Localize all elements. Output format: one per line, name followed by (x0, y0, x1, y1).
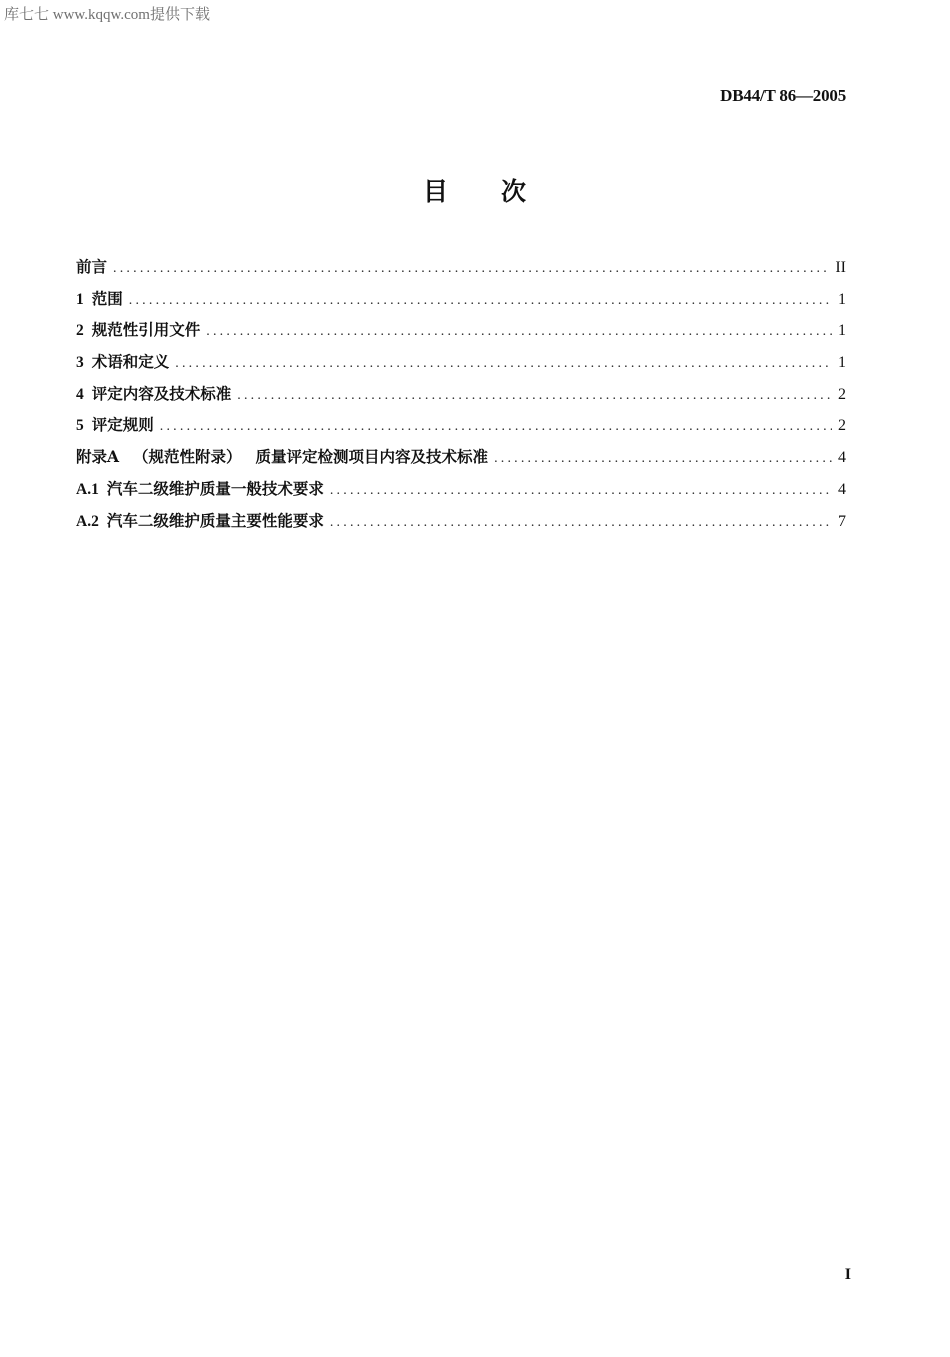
toc-leader-dots (330, 483, 832, 499)
toc-leader-dots (113, 261, 829, 277)
toc-entry-page: II (835, 259, 846, 276)
toc-entry-label: A.2 汽车二级维护质量主要性能要求 (76, 510, 324, 530)
toc-entry-evaluation-rules[interactable] (76, 413, 846, 445)
table-of-contents (76, 255, 846, 540)
toc-entry-label: 5 评定规则 (76, 415, 154, 435)
watermark-text: 库七七 www.kqqw.com提供下载 (4, 7, 210, 23)
toc-entry-evaluation-content[interactable] (76, 382, 846, 414)
toc-leader-dots (206, 324, 832, 340)
toc-entry-page: 2 (838, 385, 846, 403)
toc-leader-dots (160, 419, 832, 435)
toc-entry-label: 2 规范性引用文件 (76, 320, 201, 340)
toc-entry-label: 前言 (76, 257, 108, 276)
toc-entry-label: 附录A （规范性附录） 质量评定检测项目内容及技术标准 (76, 447, 489, 467)
toc-entry-page: 4 (838, 480, 846, 498)
toc-entry-label: 1 范围 (76, 288, 123, 308)
toc-entry-terms-definitions[interactable] (76, 350, 846, 382)
toc-entry-normative-references[interactable] (76, 318, 846, 350)
toc-entry-annex-a[interactable] (76, 445, 846, 477)
toc-entry-page: 2 (838, 417, 846, 435)
toc-title (0, 172, 950, 208)
toc-entry-page: 7 (838, 512, 846, 530)
toc-entry-page: 4 (838, 449, 846, 467)
toc-entry-scope[interactable] (76, 287, 846, 319)
toc-entry-label: A.1 汽车二级维护质量一般技术要求 (76, 478, 324, 498)
toc-leader-dots (330, 515, 832, 531)
toc-leader-dots (129, 293, 832, 309)
toc-leader-dots (237, 388, 832, 404)
toc-entry-page: 1 (838, 322, 846, 340)
toc-entry-a1[interactable] (76, 477, 846, 509)
toc-entry-a2[interactable] (76, 509, 846, 541)
toc-leader-dots (494, 451, 832, 467)
toc-entry-page: 1 (838, 290, 846, 308)
document-code: DB44/T 86—2005 (720, 86, 846, 105)
toc-leader-dots (175, 356, 832, 372)
toc-title-char-2: 次 (501, 177, 528, 206)
toc-entry-page: 1 (838, 354, 846, 372)
toc-entry-foreword[interactable] (76, 255, 846, 287)
toc-entry-label: 4 评定内容及技术标准 (76, 383, 232, 403)
toc-entry-label: 3 术语和定义 (76, 352, 170, 372)
toc-title-char-1: 目 (422, 177, 449, 206)
page-number: I (844, 1266, 851, 1283)
